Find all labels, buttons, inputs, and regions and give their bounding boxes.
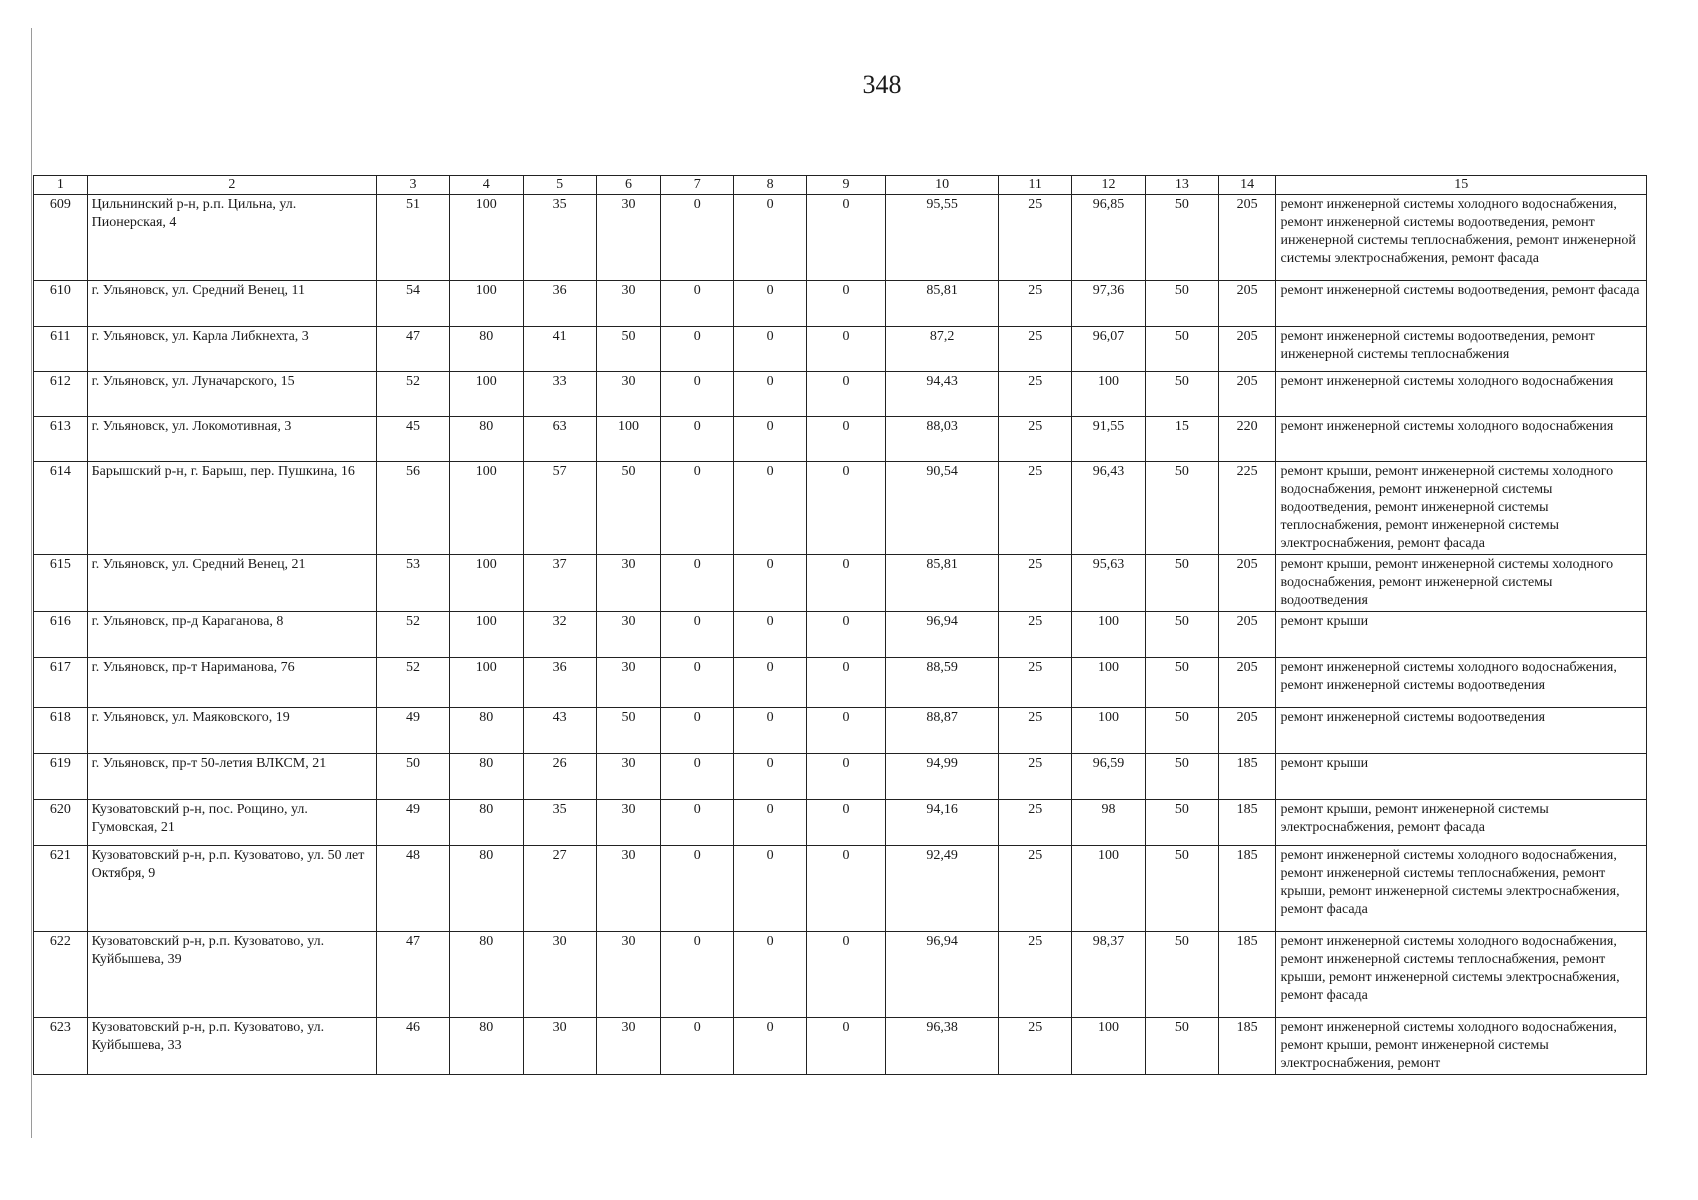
value-cell-col-4: 80: [449, 1018, 523, 1075]
address-cell: г. Ульяновск, пр-т Нариманова, 76: [87, 658, 376, 708]
value-cell-col-9: 0: [807, 555, 886, 612]
row-number-cell: 615: [34, 555, 88, 612]
value-cell-col-9: 0: [807, 932, 886, 1018]
repair-works-cell: ремонт крыши: [1276, 754, 1647, 800]
value-cell-col-6: 30: [596, 555, 661, 612]
value-cell-col-10: 95,55: [885, 195, 998, 281]
value-cell-col-5: 26: [523, 754, 596, 800]
value-cell-col-10: 88,59: [885, 658, 998, 708]
value-cell-col-4: 80: [449, 708, 523, 754]
address-cell: г. Ульяновск, ул. Средний Венец, 21: [87, 555, 376, 612]
value-cell-col-7: 0: [661, 281, 734, 327]
value-cell-col-4: 80: [449, 846, 523, 932]
value-cell-col-12: 97,36: [1072, 281, 1146, 327]
value-cell-col-11: 25: [999, 846, 1072, 932]
value-cell-col-4: 100: [449, 195, 523, 281]
address-cell: г. Ульяновск, ул. Средний Венец, 11: [87, 281, 376, 327]
column-header: 15: [1276, 176, 1647, 195]
value-cell-col-9: 0: [807, 754, 886, 800]
value-cell-col-6: 30: [596, 281, 661, 327]
repair-works-cell: ремонт инженерной системы холодного водоснабжения, ремонт инженерной системы теплоснабжения, ремонт крыши, ремонт инженерной системы электроснабжения, ремонт фасада: [1276, 846, 1647, 932]
value-cell-col-12: 96,59: [1072, 754, 1146, 800]
repair-works-cell: ремонт инженерной системы водоотведения, ремонт инженерной системы теплоснабжения: [1276, 327, 1647, 372]
value-cell-col-6: 30: [596, 754, 661, 800]
value-cell-col-3: 53: [377, 555, 450, 612]
value-cell-col-4: 80: [449, 327, 523, 372]
table-row: [34, 1018, 1647, 1075]
value-cell-col-3: 54: [377, 281, 450, 327]
column-header: 6: [596, 176, 661, 195]
value-cell-col-5: 30: [523, 1018, 596, 1075]
column-header: 8: [734, 176, 807, 195]
page-number: 348: [862, 70, 902, 99]
value-cell-col-8: 0: [734, 417, 807, 462]
address-cell: Кузоватовский р-н, пос. Рощино, ул. Гумовская, 21: [87, 800, 376, 846]
value-cell-col-10: 88,03: [885, 417, 998, 462]
column-header: 7: [661, 176, 734, 195]
value-cell-col-10: 96,94: [885, 932, 998, 1018]
value-cell-col-13: 50: [1145, 281, 1218, 327]
value-cell-col-9: 0: [807, 462, 886, 555]
value-cell-col-10: 94,99: [885, 754, 998, 800]
value-cell-col-13: 50: [1145, 555, 1218, 612]
value-cell-col-7: 0: [661, 1018, 734, 1075]
value-cell-col-7: 0: [661, 932, 734, 1018]
value-cell-col-4: 100: [449, 372, 523, 417]
row-number-cell: 611: [34, 327, 88, 372]
repair-works-cell: ремонт инженерной системы водоотведения: [1276, 708, 1647, 754]
value-cell-col-11: 25: [999, 658, 1072, 708]
value-cell-col-10: 87,2: [885, 327, 998, 372]
value-cell-col-14: 185: [1218, 800, 1276, 846]
value-cell-col-3: 52: [377, 372, 450, 417]
value-cell-col-11: 25: [999, 462, 1072, 555]
value-cell-col-7: 0: [661, 800, 734, 846]
value-cell-col-4: 80: [449, 417, 523, 462]
address-cell: г. Ульяновск, ул. Карла Либкнехта, 3: [87, 327, 376, 372]
value-cell-col-3: 56: [377, 462, 450, 555]
value-cell-col-8: 0: [734, 846, 807, 932]
value-cell-col-6: 50: [596, 708, 661, 754]
value-cell-col-12: 100: [1072, 372, 1146, 417]
repair-works-cell: ремонт инженерной системы холодного водоснабжения, ремонт инженерной системы водоотведения: [1276, 658, 1647, 708]
table-row: [34, 555, 1647, 612]
value-cell-col-6: 50: [596, 327, 661, 372]
table-row: [34, 195, 1647, 281]
value-cell-col-11: 25: [999, 281, 1072, 327]
value-cell-col-14: 205: [1218, 658, 1276, 708]
address-cell: г. Ульяновск, ул. Маяковского, 19: [87, 708, 376, 754]
repair-works-cell: ремонт инженерной системы холодного водоснабжения: [1276, 417, 1647, 462]
value-cell-col-7: 0: [661, 372, 734, 417]
value-cell-col-14: 205: [1218, 612, 1276, 658]
row-number-cell: 614: [34, 462, 88, 555]
repair-works-cell: ремонт инженерной системы холодного водоснабжения: [1276, 372, 1647, 417]
value-cell-col-3: 52: [377, 612, 450, 658]
repair-works-cell: ремонт крыши, ремонт инженерной системы электроснабжения, ремонт фасада: [1276, 800, 1647, 846]
value-cell-col-13: 50: [1145, 327, 1218, 372]
value-cell-col-12: 100: [1072, 658, 1146, 708]
value-cell-col-10: 94,43: [885, 372, 998, 417]
value-cell-col-11: 25: [999, 754, 1072, 800]
column-header: 14: [1218, 176, 1276, 195]
address-cell: Кузоватовский р-н, р.п. Кузоватово, ул. Куйбышева, 39: [87, 932, 376, 1018]
table-row: [34, 800, 1647, 846]
table-row: [34, 281, 1647, 327]
value-cell-col-8: 0: [734, 800, 807, 846]
value-cell-col-9: 0: [807, 800, 886, 846]
value-cell-col-9: 0: [807, 281, 886, 327]
row-number-cell: 619: [34, 754, 88, 800]
value-cell-col-11: 25: [999, 372, 1072, 417]
page-margin-line: [31, 28, 32, 1138]
value-cell-col-8: 0: [734, 195, 807, 281]
row-number-cell: 620: [34, 800, 88, 846]
value-cell-col-10: 90,54: [885, 462, 998, 555]
value-cell-col-9: 0: [807, 846, 886, 932]
column-header: 11: [999, 176, 1072, 195]
value-cell-col-11: 25: [999, 417, 1072, 462]
address-cell: г. Ульяновск, ул. Луначарского, 15: [87, 372, 376, 417]
value-cell-col-8: 0: [734, 462, 807, 555]
value-cell-col-7: 0: [661, 708, 734, 754]
address-cell: г. Ульяновск, ул. Локомотивная, 3: [87, 417, 376, 462]
value-cell-col-6: 30: [596, 612, 661, 658]
value-cell-col-5: 36: [523, 281, 596, 327]
value-cell-col-10: 94,16: [885, 800, 998, 846]
repair-works-cell: ремонт крыши: [1276, 612, 1647, 658]
value-cell-col-14: 205: [1218, 372, 1276, 417]
value-cell-col-12: 100: [1072, 1018, 1146, 1075]
value-cell-col-6: 30: [596, 195, 661, 281]
value-cell-col-4: 80: [449, 754, 523, 800]
repair-works-cell: ремонт крыши, ремонт инженерной системы холодного водоснабжения, ремонт инженерной системы водоотведения: [1276, 555, 1647, 612]
value-cell-col-5: 36: [523, 658, 596, 708]
value-cell-col-4: 100: [449, 658, 523, 708]
value-cell-col-3: 49: [377, 800, 450, 846]
row-number-cell: 610: [34, 281, 88, 327]
address-cell: Барышский р-н, г. Барыш, пер. Пушкина, 16: [87, 462, 376, 555]
column-header: 1: [34, 176, 88, 195]
value-cell-col-9: 0: [807, 658, 886, 708]
row-number-cell: 621: [34, 846, 88, 932]
value-cell-col-5: 32: [523, 612, 596, 658]
value-cell-col-12: 96,07: [1072, 327, 1146, 372]
value-cell-col-3: 50: [377, 754, 450, 800]
value-cell-col-11: 25: [999, 195, 1072, 281]
value-cell-col-10: 85,81: [885, 281, 998, 327]
value-cell-col-13: 50: [1145, 800, 1218, 846]
value-cell-col-5: 30: [523, 932, 596, 1018]
value-cell-col-14: 205: [1218, 327, 1276, 372]
value-cell-col-6: 30: [596, 846, 661, 932]
table-row: [34, 846, 1647, 932]
value-cell-col-6: 30: [596, 658, 661, 708]
value-cell-col-13: 50: [1145, 1018, 1218, 1075]
row-number-cell: 622: [34, 932, 88, 1018]
value-cell-col-6: 100: [596, 417, 661, 462]
value-cell-col-4: 80: [449, 800, 523, 846]
row-number-cell: 623: [34, 1018, 88, 1075]
value-cell-col-10: 85,81: [885, 555, 998, 612]
value-cell-col-7: 0: [661, 754, 734, 800]
value-cell-col-14: 205: [1218, 708, 1276, 754]
table-row: [34, 708, 1647, 754]
value-cell-col-4: 80: [449, 932, 523, 1018]
address-cell: Кузоватовский р-н, р.п. Кузоватово, ул. 50 лет Октября, 9: [87, 846, 376, 932]
value-cell-col-3: 52: [377, 658, 450, 708]
repair-works-cell: ремонт инженерной системы водоотведения, ремонт фасада: [1276, 281, 1647, 327]
value-cell-col-12: 96,85: [1072, 195, 1146, 281]
value-cell-col-7: 0: [661, 195, 734, 281]
value-cell-col-13: 50: [1145, 462, 1218, 555]
housing-repair-table: [33, 175, 1647, 1075]
value-cell-col-4: 100: [449, 281, 523, 327]
value-cell-col-14: 185: [1218, 1018, 1276, 1075]
value-cell-col-4: 100: [449, 555, 523, 612]
address-cell: Кузоватовский р-н, р.п. Кузоватово, ул. Куйбышева, 33: [87, 1018, 376, 1075]
table-row: [34, 327, 1647, 372]
column-header: 4: [449, 176, 523, 195]
value-cell-col-5: 41: [523, 327, 596, 372]
value-cell-col-8: 0: [734, 555, 807, 612]
row-number-cell: 616: [34, 612, 88, 658]
value-cell-col-14: 225: [1218, 462, 1276, 555]
value-cell-col-8: 0: [734, 281, 807, 327]
repair-works-cell: ремонт инженерной системы холодного водоснабжения, ремонт крыши, ремонт инженерной системы электроснабжения, ремонт: [1276, 1018, 1647, 1075]
value-cell-col-5: 63: [523, 417, 596, 462]
row-number-cell: 613: [34, 417, 88, 462]
value-cell-col-12: 98,37: [1072, 932, 1146, 1018]
value-cell-col-7: 0: [661, 327, 734, 372]
value-cell-col-14: 205: [1218, 195, 1276, 281]
value-cell-col-9: 0: [807, 612, 886, 658]
value-cell-col-5: 43: [523, 708, 596, 754]
value-cell-col-5: 33: [523, 372, 596, 417]
address-cell: г. Ульяновск, пр-д Караганова, 8: [87, 612, 376, 658]
value-cell-col-6: 30: [596, 372, 661, 417]
column-header: 13: [1145, 176, 1218, 195]
value-cell-col-11: 25: [999, 932, 1072, 1018]
table-row: [34, 462, 1647, 555]
value-cell-col-8: 0: [734, 932, 807, 1018]
value-cell-col-5: 27: [523, 846, 596, 932]
value-cell-col-11: 25: [999, 800, 1072, 846]
value-cell-col-13: 50: [1145, 754, 1218, 800]
value-cell-col-13: 50: [1145, 195, 1218, 281]
value-cell-col-13: 50: [1145, 372, 1218, 417]
column-header: 9: [807, 176, 886, 195]
value-cell-col-6: 30: [596, 1018, 661, 1075]
value-cell-col-8: 0: [734, 372, 807, 417]
value-cell-col-7: 0: [661, 462, 734, 555]
column-header: 10: [885, 176, 998, 195]
value-cell-col-14: 205: [1218, 555, 1276, 612]
value-cell-col-5: 57: [523, 462, 596, 555]
value-cell-col-12: 95,63: [1072, 555, 1146, 612]
value-cell-col-3: 47: [377, 932, 450, 1018]
value-cell-col-3: 49: [377, 708, 450, 754]
table-row: [34, 612, 1647, 658]
value-cell-col-14: 205: [1218, 281, 1276, 327]
table-row: [34, 658, 1647, 708]
value-cell-col-12: 96,43: [1072, 462, 1146, 555]
value-cell-col-9: 0: [807, 372, 886, 417]
value-cell-col-14: 185: [1218, 754, 1276, 800]
value-cell-col-7: 0: [661, 658, 734, 708]
column-header: 2: [87, 176, 376, 195]
value-cell-col-7: 0: [661, 555, 734, 612]
value-cell-col-3: 45: [377, 417, 450, 462]
value-cell-col-6: 30: [596, 932, 661, 1018]
value-cell-col-5: 35: [523, 800, 596, 846]
table-row: [34, 372, 1647, 417]
value-cell-col-12: 98: [1072, 800, 1146, 846]
value-cell-col-8: 0: [734, 612, 807, 658]
value-cell-col-7: 0: [661, 417, 734, 462]
value-cell-col-12: 100: [1072, 708, 1146, 754]
value-cell-col-11: 25: [999, 327, 1072, 372]
value-cell-col-14: 220: [1218, 417, 1276, 462]
value-cell-col-5: 35: [523, 195, 596, 281]
value-cell-col-6: 50: [596, 462, 661, 555]
repair-works-cell: ремонт инженерной системы холодного водоснабжения, ремонт инженерной системы водоотведения, ремонт инженерной системы теплоснабжения, ремонт инженерной системы электроснабжения, ремонт фасада: [1276, 195, 1647, 281]
value-cell-col-13: 50: [1145, 708, 1218, 754]
value-cell-col-5: 37: [523, 555, 596, 612]
value-cell-col-3: 48: [377, 846, 450, 932]
table-row: [34, 417, 1647, 462]
value-cell-col-7: 0: [661, 612, 734, 658]
value-cell-col-9: 0: [807, 417, 886, 462]
table-row: [34, 754, 1647, 800]
value-cell-col-9: 0: [807, 1018, 886, 1075]
value-cell-col-12: 91,55: [1072, 417, 1146, 462]
value-cell-col-10: 96,94: [885, 612, 998, 658]
value-cell-col-3: 51: [377, 195, 450, 281]
value-cell-col-11: 25: [999, 555, 1072, 612]
value-cell-col-8: 0: [734, 754, 807, 800]
value-cell-col-12: 100: [1072, 612, 1146, 658]
value-cell-col-13: 50: [1145, 846, 1218, 932]
value-cell-col-10: 88,87: [885, 708, 998, 754]
value-cell-col-9: 0: [807, 708, 886, 754]
value-cell-col-4: 100: [449, 462, 523, 555]
value-cell-col-13: 50: [1145, 932, 1218, 1018]
address-cell: г. Ульяновск, пр-т 50-летия ВЛКСМ, 21: [87, 754, 376, 800]
row-number-cell: 618: [34, 708, 88, 754]
column-header: 3: [377, 176, 450, 195]
address-cell: Цильнинский р-н, р.п. Цильна, ул. Пионерская, 4: [87, 195, 376, 281]
value-cell-col-11: 25: [999, 612, 1072, 658]
value-cell-col-14: 185: [1218, 846, 1276, 932]
value-cell-col-8: 0: [734, 658, 807, 708]
value-cell-col-9: 0: [807, 195, 886, 281]
column-header: 12: [1072, 176, 1146, 195]
repair-works-cell: ремонт крыши, ремонт инженерной системы холодного водоснабжения, ремонт инженерной системы водоотведения, ремонт инженерной системы теплоснабжения, ремонт инженерной системы электроснабжения, ремонт фасада: [1276, 462, 1647, 555]
row-number-cell: 609: [34, 195, 88, 281]
value-cell-col-6: 30: [596, 800, 661, 846]
value-cell-col-8: 0: [734, 1018, 807, 1075]
value-cell-col-8: 0: [734, 708, 807, 754]
value-cell-col-8: 0: [734, 327, 807, 372]
value-cell-col-11: 25: [999, 1018, 1072, 1075]
value-cell-col-9: 0: [807, 327, 886, 372]
value-cell-col-14: 185: [1218, 932, 1276, 1018]
value-cell-col-12: 100: [1072, 846, 1146, 932]
value-cell-col-11: 25: [999, 708, 1072, 754]
table-row: [34, 932, 1647, 1018]
repair-works-cell: ремонт инженерной системы холодного водоснабжения, ремонт инженерной системы теплоснабжения, ремонт крыши, ремонт инженерной системы электроснабжения, ремонт фасада: [1276, 932, 1647, 1018]
value-cell-col-13: 50: [1145, 658, 1218, 708]
row-number-cell: 612: [34, 372, 88, 417]
column-header: 5: [523, 176, 596, 195]
value-cell-col-3: 46: [377, 1018, 450, 1075]
value-cell-col-10: 96,38: [885, 1018, 998, 1075]
row-number-cell: 617: [34, 658, 88, 708]
value-cell-col-3: 47: [377, 327, 450, 372]
header-row: [34, 176, 1647, 195]
value-cell-col-13: 50: [1145, 612, 1218, 658]
value-cell-col-7: 0: [661, 846, 734, 932]
value-cell-col-10: 92,49: [885, 846, 998, 932]
value-cell-col-13: 15: [1145, 417, 1218, 462]
value-cell-col-4: 100: [449, 612, 523, 658]
